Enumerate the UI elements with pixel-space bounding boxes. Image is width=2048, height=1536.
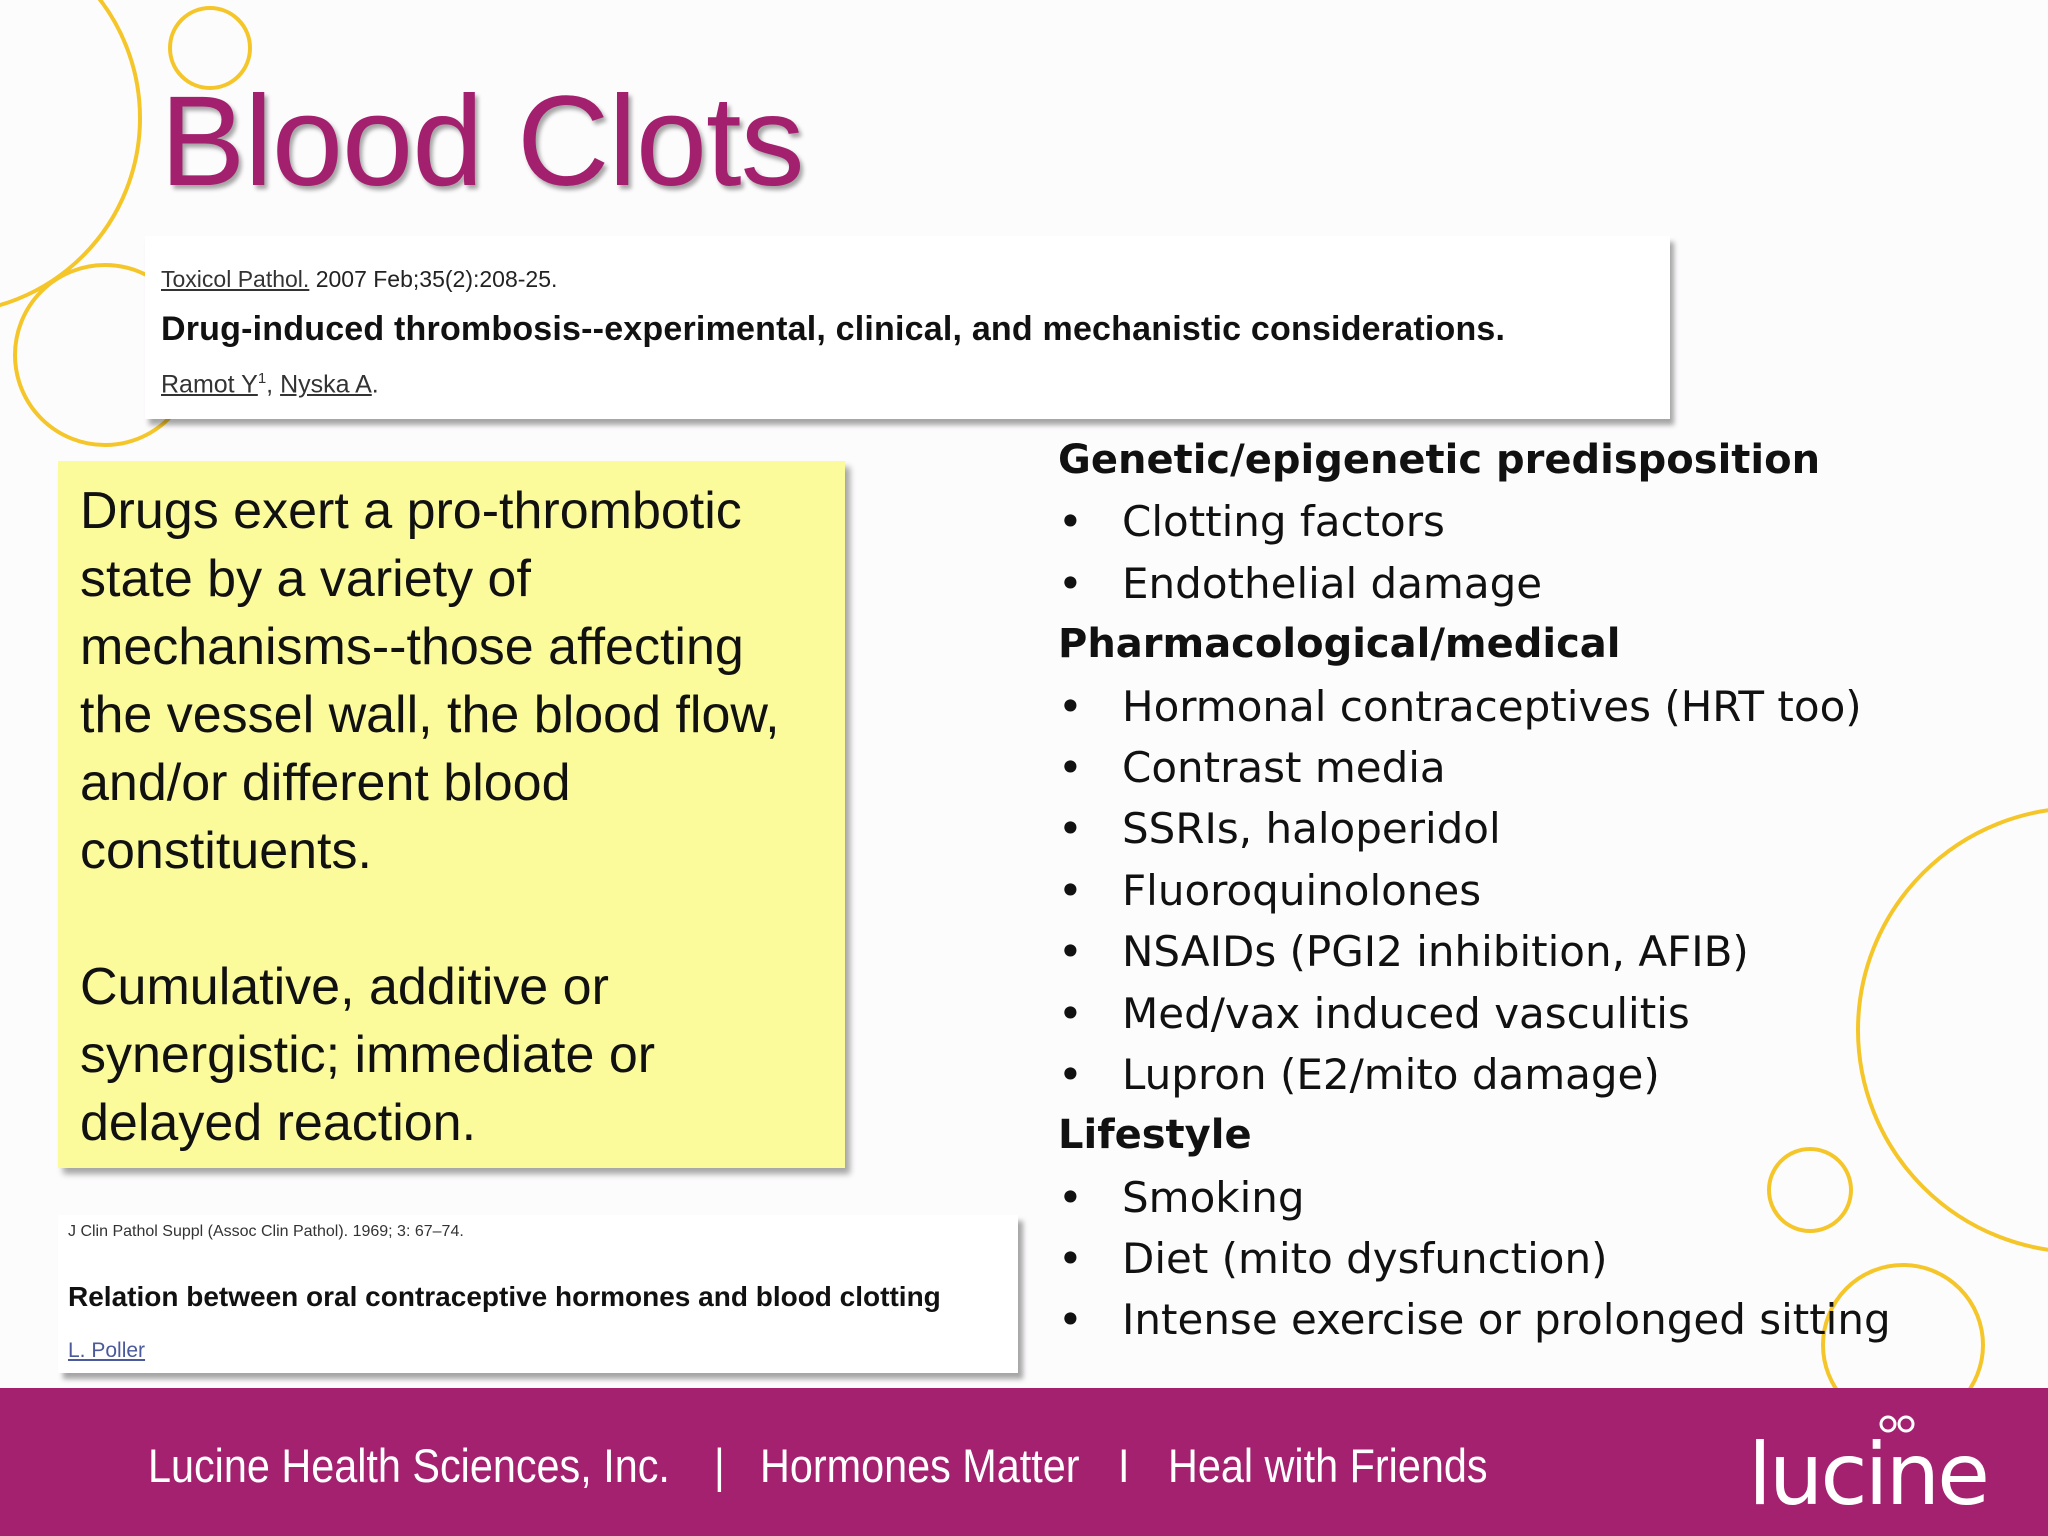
citation-card-bottom [58, 1215, 1018, 1373]
bullet: • [1058, 1234, 1083, 1284]
bullet: • [1058, 927, 1083, 977]
list-item [1058, 921, 1958, 982]
list-item-text: NSAIDs (PGI2 inhibition, AFIB) [1122, 927, 1749, 977]
list-item-text: Med/vax induced vasculitis [1122, 988, 1690, 1038]
list-item [1058, 1228, 1958, 1289]
bullet: • [1058, 1295, 1083, 1345]
citation-journal-line: J Clin Pathol Suppl (Assoc Clin Pathol). 1969; 3: 67–74. [68, 1223, 464, 1240]
journal-link[interactable]: Toxicol Pathol. [161, 266, 310, 292]
lucine-logo [1748, 1406, 1988, 1526]
list-item [1058, 676, 1958, 737]
factor-heading-pharmacological: Pharmacological/medical [1058, 621, 1621, 668]
citation-article-title: Relation between oral contraceptive hormones and blood clotting [68, 1281, 941, 1312]
list-item [1058, 860, 1958, 921]
list-item-text: Smoking [1122, 1172, 1305, 1222]
list-item-text: SSRIs, haloperidol [1122, 804, 1501, 854]
list-item [1058, 553, 1958, 614]
bullet: • [1058, 681, 1083, 731]
footer-separator-1: | [714, 1439, 725, 1492]
risk-factors-list [1058, 430, 1958, 1351]
footer-bar [0, 1388, 2048, 1536]
list-item-text: Contrast media [1122, 742, 1446, 792]
author-link-1[interactable]: Ramot Y [161, 370, 258, 399]
slide-title: Blood Clots [160, 70, 804, 213]
list-item [1058, 798, 1958, 859]
footer-company: Lucine Health Sciences, Inc. [148, 1439, 670, 1492]
list-item [1058, 1044, 1958, 1105]
list-item-text: Fluoroquinolones [1122, 865, 1482, 915]
bullet: • [1058, 497, 1083, 547]
list-item [1058, 491, 1958, 552]
list-item-text: Intense exercise or prolonged sitting [1122, 1295, 1891, 1345]
list-item-text: Hormonal contraceptives (HRT too) [1122, 681, 1862, 731]
footer-tagline: Heal with Friends [1168, 1439, 1488, 1492]
list-item [1058, 737, 1958, 798]
bullet: • [1058, 1172, 1083, 1222]
list-item [1058, 1167, 1958, 1228]
logo-wordmark: lucine [1748, 1425, 1987, 1525]
bullet: • [1058, 865, 1083, 915]
quote-paragraph-1: Drugs exert a pro-thrombotic state by a variety of mechanisms--those affecting the vessel wall, the blood flow, and/or different blood constituents. [80, 482, 780, 880]
citation-card-top [145, 236, 1670, 419]
citation-journal-line [161, 266, 557, 293]
factor-heading-genetic: Genetic/epigenetic predisposition [1058, 437, 1821, 483]
bullet: • [1058, 988, 1083, 1038]
quote-paragraph-2: Cumulative, additive or synergistic; immediate or delayed reaction. [80, 958, 656, 1152]
author-link-2[interactable]: Nyska A [280, 370, 372, 399]
list-item-text: Lupron (E2/mito damage) [1122, 1049, 1660, 1099]
author-separator: , [266, 370, 281, 399]
author-affiliation-sup: 1 [257, 370, 267, 387]
bullet: • [1058, 1049, 1083, 1099]
citation-authors [161, 370, 379, 399]
quote-note-box [58, 461, 845, 1168]
factor-heading-lifestyle: Lifestyle [1058, 1112, 1252, 1159]
footer-separator-2: I [1118, 1439, 1130, 1492]
author-end: . [371, 370, 379, 399]
list-item [1058, 983, 1958, 1044]
list-item-text: Clotting factors [1122, 497, 1445, 547]
list-item-text: Endothelial damage [1122, 558, 1543, 608]
bullet: • [1058, 804, 1083, 854]
author-link[interactable]: L. Poller [68, 1339, 146, 1362]
list-item-text: Diet (mito dysfunction) [1122, 1234, 1608, 1284]
footer-site: Hormones Matter [760, 1439, 1080, 1492]
journal-date: 2007 Feb;35(2):208-25. [309, 266, 558, 292]
bullet: • [1058, 558, 1083, 608]
citation-article-title: Drug-induced thrombosis--experimental, clinical, and mechanistic considerations. [161, 310, 1506, 348]
list-item [1058, 1289, 1958, 1350]
bullet: • [1058, 742, 1083, 792]
